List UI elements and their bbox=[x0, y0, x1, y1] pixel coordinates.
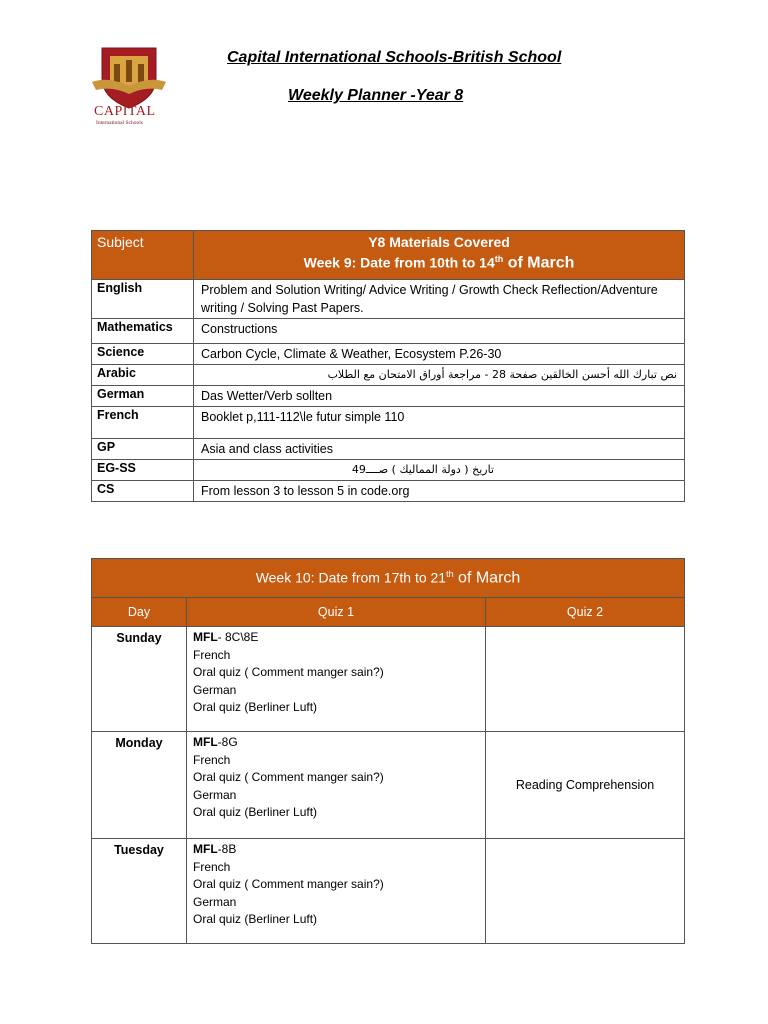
quiz2-cell: Reading Comprehension bbox=[486, 732, 685, 839]
quiz-line: Oral quiz (Berliner Luft) bbox=[193, 700, 318, 714]
week9-header-row bbox=[92, 231, 685, 280]
subject-material: Das Wetter/Verb sollten bbox=[194, 386, 685, 407]
subject-material: تاريخ ( دولة المماليك ) صــــ49 bbox=[194, 460, 685, 481]
quiz-line: Oral quiz (Berliner Luft) bbox=[193, 805, 318, 819]
week10-column-headers bbox=[92, 598, 685, 627]
week10-title: Week 10: Date from 17th to 21th of March bbox=[92, 559, 685, 598]
quiz-line: Oral quiz ( Comment manger sain?) bbox=[193, 665, 384, 679]
day-row-monday bbox=[92, 732, 685, 839]
quiz-line: German bbox=[193, 787, 237, 802]
subject-row-french bbox=[92, 407, 685, 439]
subject-name: CS bbox=[92, 481, 194, 502]
quiz-line: Oral quiz ( Comment manger sain?) bbox=[193, 770, 384, 784]
quiz-line: Oral quiz (Berliner Luft) bbox=[193, 912, 318, 926]
subject-material: From lesson 3 to lesson 5 in code.org bbox=[194, 481, 685, 502]
subject-name: GP bbox=[92, 439, 194, 460]
subject-material: Problem and Solution Writing/ Advice Writing / Growth Check Reflection/Adventure writing / Solving Past Papers. bbox=[194, 280, 685, 319]
week10-quiz-table bbox=[91, 558, 685, 944]
subject-name: French bbox=[92, 407, 194, 439]
school-logo bbox=[88, 42, 170, 128]
planner-title: Weekly Planner -Year 8 bbox=[288, 87, 464, 104]
logo-text: CAPITAL bbox=[94, 104, 156, 119]
quiz-line: German bbox=[193, 894, 237, 909]
subject-name: Science bbox=[92, 344, 194, 365]
subject-name: German bbox=[92, 386, 194, 407]
day-row-tuesday bbox=[92, 839, 685, 944]
subject-row-gp bbox=[92, 439, 685, 460]
quiz-line: Oral quiz ( Comment manger sain?) bbox=[193, 877, 384, 891]
subject-material: Booklet p,111-112\le futur simple 110 bbox=[194, 407, 685, 439]
week9-date-label: Week 9: Date from 10th to 14th of March bbox=[303, 254, 575, 272]
week10-title-row bbox=[92, 559, 685, 598]
materials-column-header bbox=[194, 231, 685, 280]
quiz1-cell bbox=[187, 732, 486, 839]
quiz-line: French bbox=[193, 752, 231, 767]
day-row-sunday bbox=[92, 627, 685, 732]
quiz1-column-header: Quiz 1 bbox=[187, 598, 486, 627]
subject-material: Asia and class activities bbox=[194, 439, 685, 460]
subject-row-arabic bbox=[92, 365, 685, 386]
subject-row-german bbox=[92, 386, 685, 407]
quiz-line: French bbox=[193, 859, 231, 874]
mfl-line: MFL- 8C\8E bbox=[193, 630, 259, 644]
subject-name: Arabic bbox=[92, 365, 194, 386]
subject-material: Constructions bbox=[194, 319, 685, 344]
quiz-line: German bbox=[193, 682, 237, 697]
school-title: Capital International Schools-British School bbox=[227, 49, 562, 66]
quiz2-cell bbox=[486, 839, 685, 944]
quiz-line: French bbox=[193, 647, 231, 662]
day-column-header: Day bbox=[92, 598, 187, 627]
day-name: Sunday bbox=[92, 627, 187, 732]
subject-row-english bbox=[92, 280, 685, 319]
logo-subtext: International Schools bbox=[96, 120, 143, 126]
quiz1-cell bbox=[187, 627, 486, 732]
day-name: Tuesday bbox=[92, 839, 187, 944]
subject-name: Mathematics bbox=[92, 319, 194, 344]
subject-name: English bbox=[92, 280, 194, 319]
materials-header-label: Y8 Materials Covered bbox=[368, 234, 510, 250]
subject-row-cs bbox=[92, 481, 685, 502]
mfl-line: MFL-8B bbox=[193, 842, 237, 856]
subject-column-header: Subject bbox=[92, 231, 194, 280]
subject-row-science bbox=[92, 344, 685, 365]
subject-row-mathematics bbox=[92, 319, 685, 344]
week9-materials-table bbox=[91, 230, 685, 502]
quiz2-cell bbox=[486, 627, 685, 732]
quiz2-column-header: Quiz 2 bbox=[486, 598, 685, 627]
subject-name: EG-SS bbox=[92, 460, 194, 481]
day-name: Monday bbox=[92, 732, 187, 839]
subject-material: نص تبارك الله أحسن الخالقين صفحة 28 - مراجعة أوراق الامتحان مع الطلاب bbox=[194, 365, 685, 386]
mfl-line: MFL-8G bbox=[193, 735, 238, 749]
subject-row-eg-ss bbox=[92, 460, 685, 481]
quiz1-cell bbox=[187, 839, 486, 944]
subject-material: Carbon Cycle, Climate & Weather, Ecosystem P.26-30 bbox=[194, 344, 685, 365]
